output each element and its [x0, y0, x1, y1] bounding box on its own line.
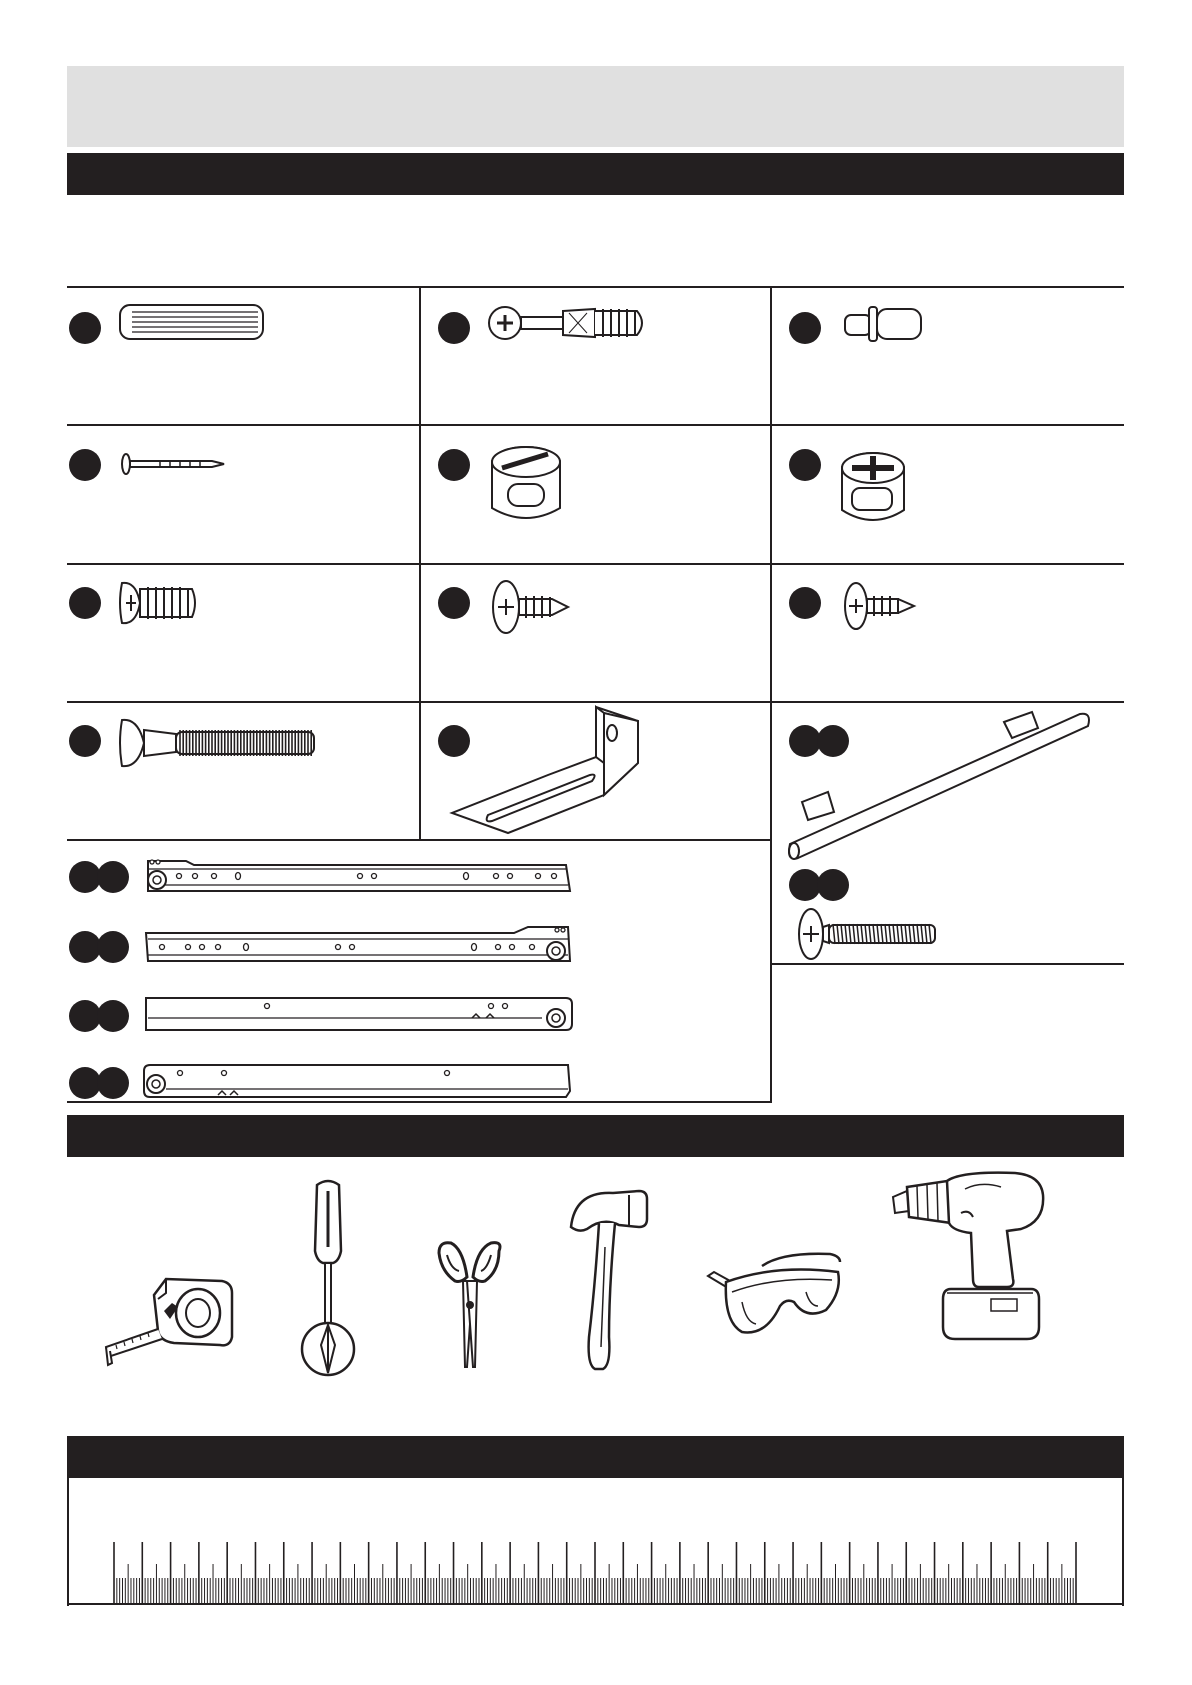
part-bullet: [97, 931, 129, 963]
part-bullet: [69, 587, 101, 619]
cam-lock-slot-icon: [488, 444, 564, 522]
part-bullet: [69, 312, 101, 344]
measuring-ruler: [100, 1540, 1090, 1604]
nail-icon: [120, 453, 226, 475]
cam-lock-cross-icon: [838, 450, 908, 526]
part-bullet: [789, 312, 821, 344]
header-box: [67, 66, 1124, 147]
handle-bar-icon: [782, 706, 1092, 866]
part-bullet: [97, 1067, 129, 1099]
scissors-icon: [433, 1241, 507, 1369]
euro-screw-icon: [118, 581, 200, 625]
part-bullet: [789, 449, 821, 481]
part-bullet: [69, 449, 101, 481]
ruler-frame-right: [1122, 1476, 1124, 1606]
drawer-runner-1-icon: [142, 857, 574, 895]
fittings-section-bar: [67, 153, 1124, 195]
screwdriver-icon: [297, 1177, 359, 1377]
hammer-icon: [567, 1187, 651, 1371]
ruler-frame-left: [67, 1476, 69, 1606]
wooden-dowel-icon: [118, 302, 266, 342]
part-bullet: [789, 587, 821, 619]
drawer-runner-2-icon: [142, 925, 574, 967]
ruler-section-bar: [67, 1436, 1124, 1478]
minifix-bolt-icon: [487, 303, 653, 343]
shelf-support-pin-icon: [843, 305, 925, 343]
part-bullet: [438, 449, 470, 481]
handle-screw-icon: [797, 907, 939, 961]
small-wood-screw-icon: [842, 581, 916, 631]
part-bullet: [97, 1000, 129, 1032]
tools-section-bar: [67, 1115, 1124, 1157]
long-bolt-icon: [118, 716, 320, 770]
wafer-head-screw-icon: [490, 579, 570, 635]
wall-bracket-icon: [448, 703, 648, 837]
tape-measure-icon: [104, 1275, 236, 1367]
part-bullet: [438, 312, 470, 344]
drawer-runner-3-icon: [142, 994, 574, 1034]
safety-glasses-icon: [706, 1252, 844, 1338]
drawer-runner-4-icon: [142, 1061, 574, 1101]
part-bullet: [438, 587, 470, 619]
part-bullet: [69, 725, 101, 757]
cordless-drill-icon: [891, 1169, 1047, 1343]
part-bullet: [817, 869, 849, 901]
part-bullet: [97, 861, 129, 893]
